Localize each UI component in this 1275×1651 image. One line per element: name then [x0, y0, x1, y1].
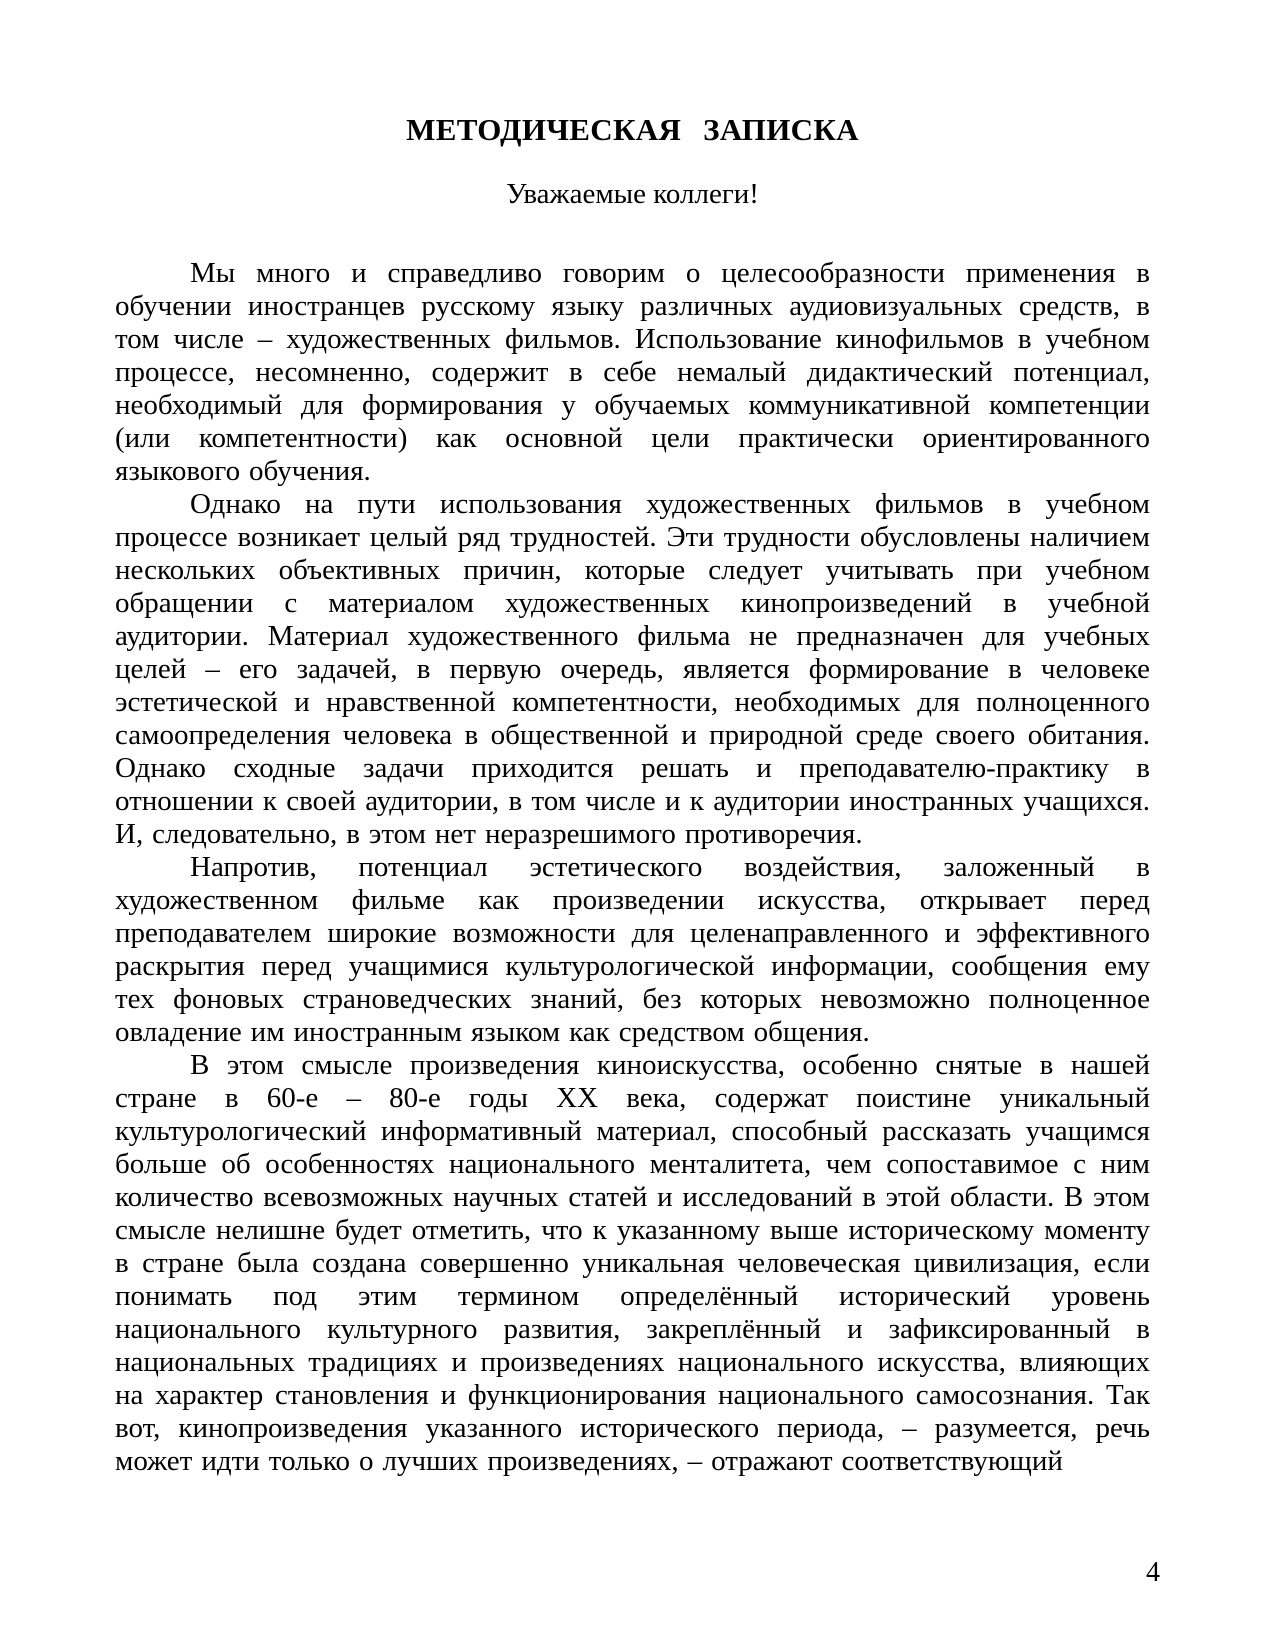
- paragraph-1: Мы много и справедливо говорим о целесообразности применения в обучении иностранцев русскому языку различных аудиовизуальных средств, в том числе – художественных фильмов. Использование кинофильмов в учебном процессе, несомненно, содержит в себе немалый дидактический потенциал, необходимый для формирования у обучаемых коммуникативной компетенции (или компетентности) как основной цели практически ориентированного языкового обучения.: [115, 257, 1150, 487]
- page-title: МЕТОДИЧЕСКАЯ ЗАПИСКА: [406, 112, 859, 147]
- paragraph-3: Напротив, потенциал эстетического воздействия, заложенный в художественном фильме как произведении искусства, открывает перед преподавателем широкие возможности для целенаправленного и эффективного раскрытия перед учащимися культурологической информации, сообщения ему тех фоновых страноведческих знаний, без которых невозможно полноценное овладение им иностранным языком как средством общения.: [115, 851, 1150, 1048]
- greeting-line: Уважаемые коллеги!: [506, 178, 759, 210]
- page-content: [115, 112, 1150, 1478]
- page-number: 4: [1146, 1557, 1160, 1588]
- paragraph-4: В этом смысле произведения киноискусства, особенно снятые в нашей стране в 60-е – 80-е годы XX века, содержат поистине уникальный культурологический информативный материал, способный рассказать учащимся больше об особенностях национального менталитета, чем сопоставимое с ним количество всевозможных научных статей и исследований в этой области. В этом смысле нелишне будет отметить, что к указанному выше историческому моменту в стране была создана совершенно уникальная человеческая цивилизация, если понимать под этим термином определённый исторический уровень национального культурного развития, закреплённый и зафиксированный в национальных традициях и произведениях национального искусства, влияющих на характер становления и функционирования национального самосознания. Так вот, кинопроизведения указанного исторического периода, – разумеется, речь может идти только о лучших произведениях, – отражают соответствующий: [115, 1049, 1150, 1477]
- paragraph-2: Однако на пути использования художественных фильмов в учебном процессе возникает целый ряд трудностей. Эти трудности обусловлены наличием нескольких объективных причин, которые следует учитывать при учебном обращении с материалом художественных кинопроизведений в учебной аудитории. Материал художественного фильма не предназначен для учебных целей – его задачей, в первую очередь, является формирование в человеке эстетической и нравственной компетентности, необходимых для полноценного самоопределения человека в общественной и природной среде своего обитания. Однако сходные задачи приходится решать и преподавателю-практику в отношении к своей аудитории, в том числе и к аудитории иностранных учащихся. И, следовательно, в этом нет неразрешимого противоречия.: [115, 488, 1150, 850]
